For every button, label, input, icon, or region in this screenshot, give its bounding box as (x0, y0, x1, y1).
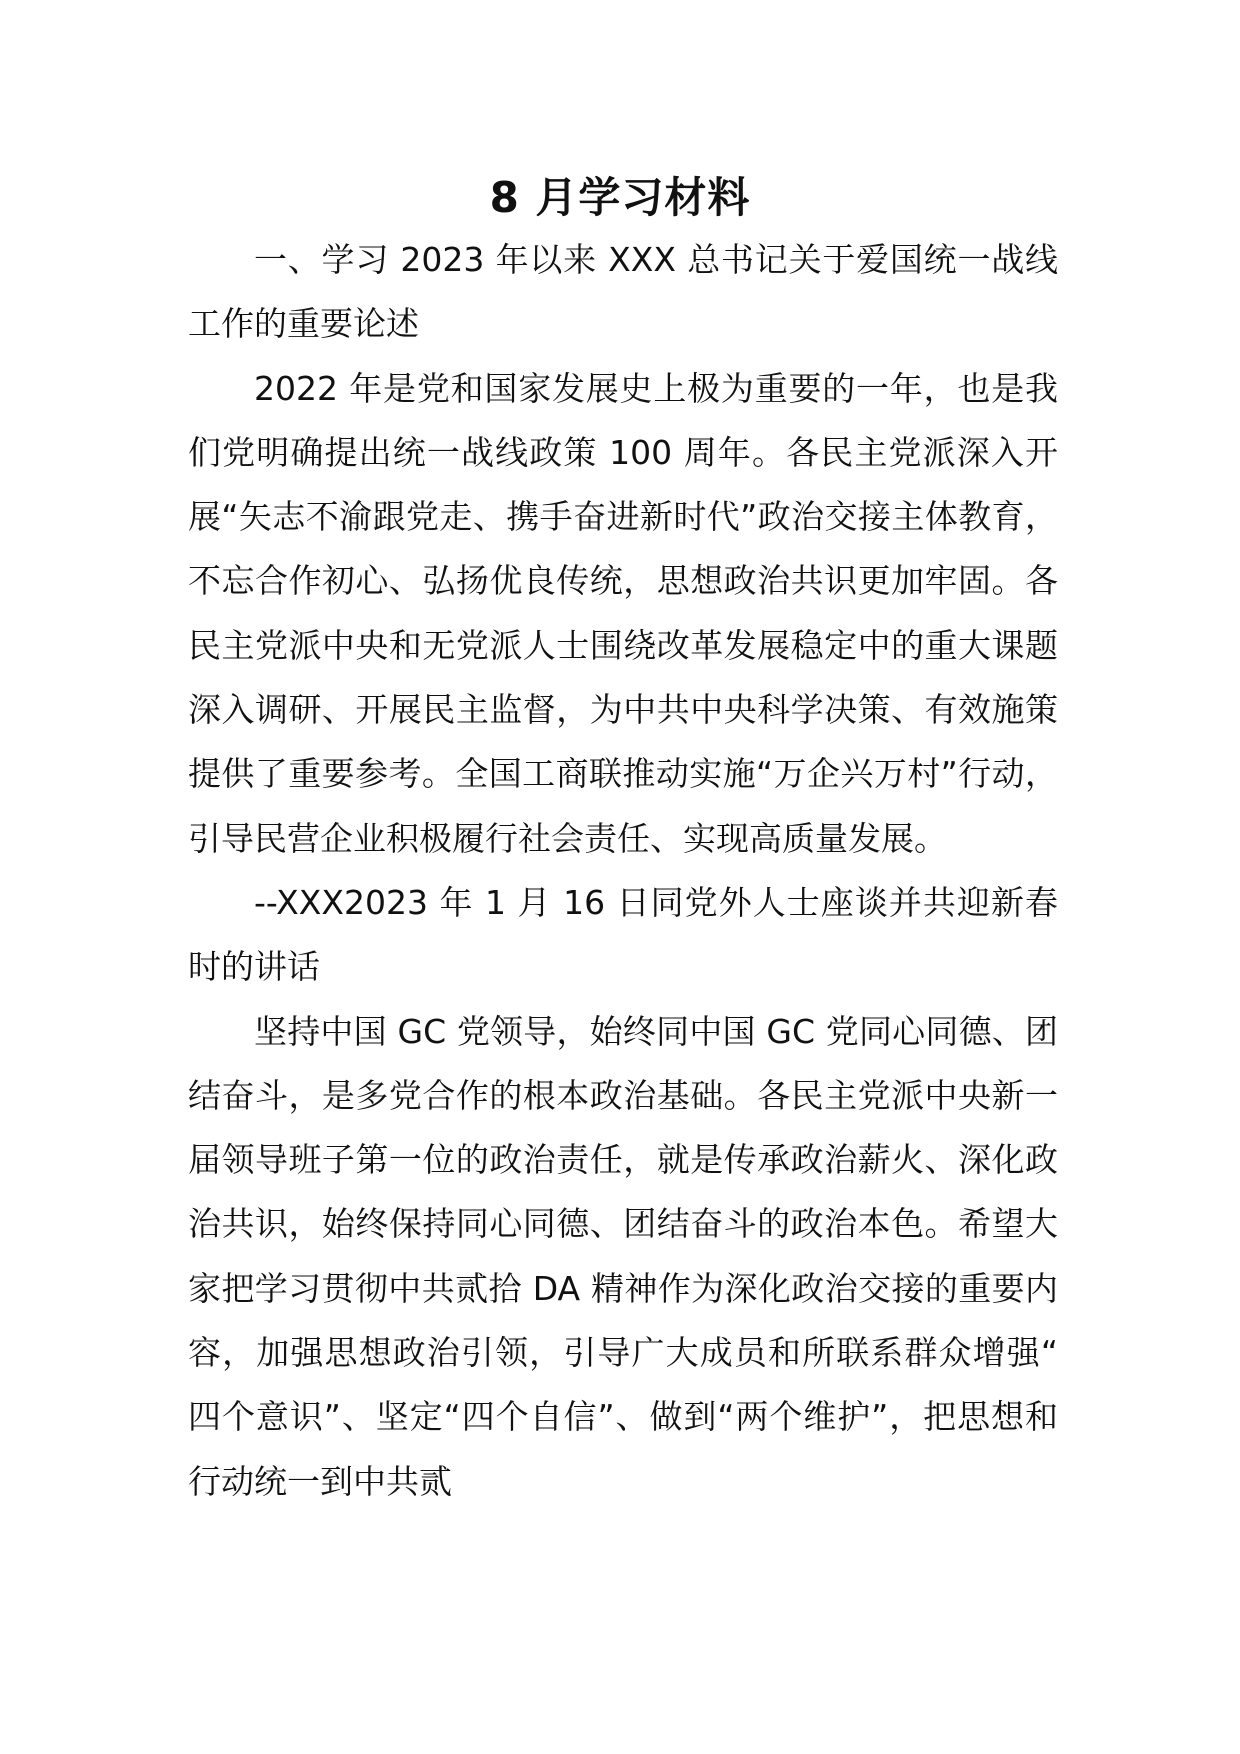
body-paragraph: 2022 年是党和国家发展史上极为重要的一年，也是我们党明确提出统一战线政策 100 周年。各民主党派深入开展“矢志不渝跟党走、携手奋进新时代”政治交接主体教育，不忘合作初心、弘扬优良传统，思想政治共识更加牢固。各民主党派中央和无党派人士围绕改革发展稳定中的重大课题深入调研、开展民主监督，为中共中央科学决策、有效施策提供了重要参考。全国工商联推动实施“万企兴万村”行动，引导民营企业积极履行社会责任、实现高质量发展。 (188, 368, 1058, 858)
body-paragraph: 坚持中国 GC 党领导，始终同中国 GC 党同心同德、团结奋斗，是多党合作的根本政治基础。各民主党派中央新一届领导班子第一位的政治责任，就是传承政治薪火、深化政治共识，始终保持同心同德、团结奋斗的政治本色。希望大家把学习贯彻中共贰拾 DA 精神作为深化政治交接的重要内容，加强思想政治引领，引导广大成员和所联系群众增强“四个意识”、坚定“四个自信”、做到“两个维护”，把思想和行动统一到中共贰 (188, 1011, 1058, 1501)
section-heading: 一、学习 2023 年以来 XXX 总书记关于爱国统一战线工作的重要论述 (188, 240, 1058, 344)
document-body (188, 228, 1058, 1514)
source-citation: --XXX2023 年 1 月 16 日同党外人士座谈并共迎新春时的讲话 (188, 882, 1058, 987)
document-title: 8 月学习材料 (489, 173, 751, 222)
